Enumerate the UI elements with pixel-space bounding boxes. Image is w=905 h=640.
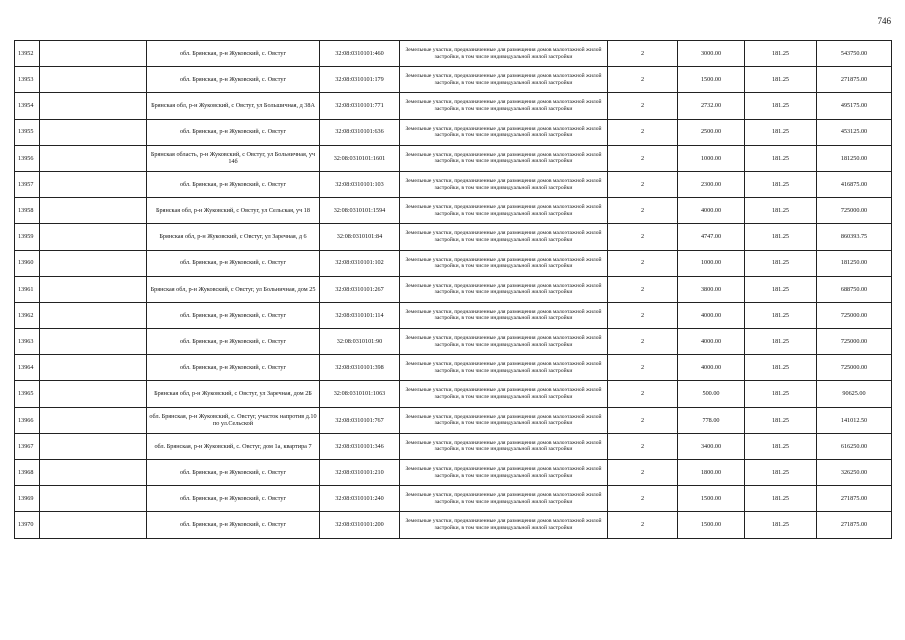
cadastral-value-cell: 543750.00 [817, 41, 892, 67]
cadastral-number-cell: 32:08:0310101:398 [320, 355, 400, 381]
land-use-cell: Земельные участки, предназначенные для размещения домов малоэтажной жилой застройки, в том числе индивидуальной жилой застройки [400, 302, 608, 328]
address-cell: обл. Брянская, р-н Жуковский, с. Овстуг [147, 329, 320, 355]
group-cell: 2 [608, 41, 678, 67]
group-cell: 2 [608, 433, 678, 459]
table-row [15, 302, 892, 328]
rate-cell: 181.25 [745, 355, 817, 381]
land-use-cell: Земельные участки, предназначенные для размещения домов малоэтажной жилой застройки, в том числе индивидуальной жилой застройки [400, 329, 608, 355]
rate-cell: 181.25 [745, 433, 817, 459]
area-cell: 500.00 [678, 381, 745, 407]
group-cell: 2 [608, 224, 678, 250]
address-cell: обл. Брянская, р-н Жуковский, с. Овстуг [147, 302, 320, 328]
cadastral-number-cell: 32:08:0310101:267 [320, 276, 400, 302]
table-row [15, 381, 892, 407]
group-cell: 2 [608, 198, 678, 224]
land-use-cell: Земельные участки, предназначенные для размещения домов малоэтажной жилой застройки, в том числе индивидуальной жилой застройки [400, 512, 608, 538]
address-cell: Брянская обл, р-н Жуковский, с Овстуг, ул Заречная, дом 2Б [147, 381, 320, 407]
address-cell: обл. Брянская, р-н Жуковский, с. Овстуг [147, 512, 320, 538]
address-cell: Брянская обл, р-н Жуковский, с Овстуг, ул Больничная, дом 25 [147, 276, 320, 302]
rate-cell: 181.25 [745, 512, 817, 538]
address-cell: обл. Брянская, р-н Жуковский, с. Овстуг [147, 41, 320, 67]
cadastral-value-cell: 725000.00 [817, 329, 892, 355]
cadastral-number-cell: 32:08:0310101:460 [320, 41, 400, 67]
address-cell: обл. Брянская, р-н Жуковский, с. Овстуг [147, 250, 320, 276]
area-cell: 4747.00 [678, 224, 745, 250]
row-number-cell: 13959 [15, 224, 40, 250]
group-cell: 2 [608, 381, 678, 407]
row-number-cell: 13958 [15, 198, 40, 224]
blank-cell [40, 486, 147, 512]
group-cell: 2 [608, 250, 678, 276]
cadastral-number-cell: 32:08:0310101:1601 [320, 145, 400, 171]
table-body [15, 41, 892, 539]
land-use-cell: Земельные участки, предназначенные для размещения домов малоэтажной жилой застройки, в том числе индивидуальной жилой застройки [400, 171, 608, 197]
group-cell: 2 [608, 171, 678, 197]
blank-cell [40, 250, 147, 276]
area-cell: 778.00 [678, 407, 745, 433]
page-number: 746 [877, 16, 891, 26]
address-cell: обл. Брянская, р-н Жуковский, с. Овстуг [147, 355, 320, 381]
rate-cell: 181.25 [745, 145, 817, 171]
table-row [15, 407, 892, 433]
area-cell: 1000.00 [678, 145, 745, 171]
cadastral-value-cell: 416875.00 [817, 171, 892, 197]
group-cell: 2 [608, 355, 678, 381]
area-cell: 2500.00 [678, 119, 745, 145]
land-use-cell: Земельные участки, предназначенные для размещения домов малоэтажной жилой застройки, в том числе индивидуальной жилой застройки [400, 433, 608, 459]
cadastral-value-cell: 181250.00 [817, 145, 892, 171]
rate-cell: 181.25 [745, 486, 817, 512]
blank-cell [40, 407, 147, 433]
cadastral-number-cell: 32:08:0310101:114 [320, 302, 400, 328]
land-use-cell: Земельные участки, предназначенные для размещения домов малоэтажной жилой застройки, в том числе индивидуальной жилой застройки [400, 407, 608, 433]
cadastral-value-cell: 725000.00 [817, 355, 892, 381]
rate-cell: 181.25 [745, 250, 817, 276]
row-number-cell: 13956 [15, 145, 40, 171]
rate-cell: 181.25 [745, 460, 817, 486]
address-cell: Брянская обл, р-н Жуковский, с Овстуг, ул Заречная, д 6 [147, 224, 320, 250]
address-cell: обл. Брянская, р-н Жуковский, с. Овстуг [147, 486, 320, 512]
area-cell: 1500.00 [678, 486, 745, 512]
cadastral-value-cell: 271875.00 [817, 512, 892, 538]
address-cell: обл. Брянская, р-н Жуковский, с. Овстуг [147, 171, 320, 197]
cadastral-number-cell: 32:08:0310101:240 [320, 486, 400, 512]
area-cell: 4000.00 [678, 329, 745, 355]
row-number-cell: 13955 [15, 119, 40, 145]
group-cell: 2 [608, 460, 678, 486]
address-cell: обл. Брянская, р-н Жуковский, с. Овстуг, дом 1а, квартира 7 [147, 433, 320, 459]
rate-cell: 181.25 [745, 119, 817, 145]
group-cell: 2 [608, 329, 678, 355]
area-cell: 3000.00 [678, 41, 745, 67]
group-cell: 2 [608, 486, 678, 512]
address-cell: обл. Брянская, р-н Жуковский, с. Овстуг [147, 460, 320, 486]
land-use-cell: Земельные участки, предназначенные для размещения домов малоэтажной жилой застройки, в том числе индивидуальной жилой застройки [400, 250, 608, 276]
row-number-cell: 13969 [15, 486, 40, 512]
cadastral-number-cell: 32:08:0310101:1594 [320, 198, 400, 224]
cadastral-number-cell: 32:08:0310101:1063 [320, 381, 400, 407]
rate-cell: 181.25 [745, 381, 817, 407]
rate-cell: 181.25 [745, 171, 817, 197]
land-use-cell: Земельные участки, предназначенные для размещения домов малоэтажной жилой застройки, в том числе индивидуальной жилой застройки [400, 224, 608, 250]
row-number-cell: 13957 [15, 171, 40, 197]
group-cell: 2 [608, 145, 678, 171]
area-cell: 4000.00 [678, 302, 745, 328]
cadastral-number-cell: 32:08:0310101:636 [320, 119, 400, 145]
row-number-cell: 13970 [15, 512, 40, 538]
blank-cell [40, 67, 147, 93]
table-row [15, 486, 892, 512]
area-cell: 4000.00 [678, 355, 745, 381]
row-number-cell: 13968 [15, 460, 40, 486]
cadastral-number-cell: 32:08:0310101:84 [320, 224, 400, 250]
row-number-cell: 13954 [15, 93, 40, 119]
rate-cell: 181.25 [745, 407, 817, 433]
area-cell: 2300.00 [678, 171, 745, 197]
group-cell: 2 [608, 119, 678, 145]
row-number-cell: 13967 [15, 433, 40, 459]
cadastral-value-cell: 141012.50 [817, 407, 892, 433]
table-row [15, 93, 892, 119]
land-use-cell: Земельные участки, предназначенные для размещения домов малоэтажной жилой застройки, в том числе индивидуальной жилой застройки [400, 41, 608, 67]
cadastral-value-cell: 326250.00 [817, 460, 892, 486]
area-cell: 2732.00 [678, 93, 745, 119]
blank-cell [40, 93, 147, 119]
blank-cell [40, 381, 147, 407]
address-cell: обл. Брянская, р-н Жуковский, с. Овстуг [147, 119, 320, 145]
rate-cell: 181.25 [745, 67, 817, 93]
blank-cell [40, 224, 147, 250]
group-cell: 2 [608, 276, 678, 302]
cadastral-number-cell: 32:08:0310101:179 [320, 67, 400, 93]
table-row [15, 276, 892, 302]
area-cell: 3800.00 [678, 276, 745, 302]
group-cell: 2 [608, 302, 678, 328]
blank-cell [40, 302, 147, 328]
land-use-cell: Земельные участки, предназначенные для размещения домов малоэтажной жилой застройки, в том числе индивидуальной жилой застройки [400, 355, 608, 381]
cadastral-value-cell: 453125.00 [817, 119, 892, 145]
area-cell: 1800.00 [678, 460, 745, 486]
land-use-cell: Земельные участки, предназначенные для размещения домов малоэтажной жилой застройки, в том числе индивидуальной жилой застройки [400, 67, 608, 93]
rate-cell: 181.25 [745, 93, 817, 119]
address-cell: обл. Брянская, р-н Жуковский, с. Овстуг [147, 67, 320, 93]
cadastral-number-cell: 32:08:0310101:200 [320, 512, 400, 538]
address-cell: обл. Брянская, р-н Жуковский, с. Овстуг, участок напротив д.10 по ул.Сельской [147, 407, 320, 433]
table-row [15, 512, 892, 538]
table-row [15, 145, 892, 171]
cadastral-value-cell: 860393.75 [817, 224, 892, 250]
cadastral-number-cell: 32:08:0310101:346 [320, 433, 400, 459]
rate-cell: 181.25 [745, 198, 817, 224]
row-number-cell: 13962 [15, 302, 40, 328]
table-row [15, 355, 892, 381]
rate-cell: 181.25 [745, 302, 817, 328]
land-use-cell: Земельные участки, предназначенные для размещения домов малоэтажной жилой застройки, в том числе индивидуальной жилой застройки [400, 381, 608, 407]
table-row [15, 198, 892, 224]
row-number-cell: 13963 [15, 329, 40, 355]
land-use-cell: Земельные участки, предназначенные для размещения домов малоэтажной жилой застройки, в том числе индивидуальной жилой застройки [400, 119, 608, 145]
cadastral-number-cell: 32:08:0310101:771 [320, 93, 400, 119]
blank-cell [40, 119, 147, 145]
group-cell: 2 [608, 93, 678, 119]
cadastral-value-cell: 725000.00 [817, 302, 892, 328]
table-row [15, 250, 892, 276]
table-row [15, 460, 892, 486]
row-number-cell: 13952 [15, 41, 40, 67]
cadastral-value-cell: 616250.00 [817, 433, 892, 459]
group-cell: 2 [608, 67, 678, 93]
row-number-cell: 13965 [15, 381, 40, 407]
cadastral-number-cell: 32:08:0310101:103 [320, 171, 400, 197]
address-cell: Брянская обл, р-н Жуковский, с Овстуг, ул Сельская, уч 18 [147, 198, 320, 224]
table-row [15, 119, 892, 145]
address-cell: Брянская обл, р-н Жуковский, с Овстуг, ул Большичная, д 38А [147, 93, 320, 119]
table-row [15, 433, 892, 459]
land-use-cell: Земельные участки, предназначенные для размещения домов малоэтажной жилой застройки, в том числе индивидуальной жилой застройки [400, 198, 608, 224]
cadastral-value-cell: 90625.00 [817, 381, 892, 407]
row-number-cell: 13966 [15, 407, 40, 433]
blank-cell [40, 329, 147, 355]
registry-table [14, 40, 892, 539]
area-cell: 4000.00 [678, 198, 745, 224]
cadastral-number-cell: 32:08:0310101:767 [320, 407, 400, 433]
cadastral-value-cell: 688750.00 [817, 276, 892, 302]
land-use-cell: Земельные участки, предназначенные для размещения домов малоэтажной жилой застройки, в том числе индивидуальной жилой застройки [400, 486, 608, 512]
cadastral-value-cell: 181250.00 [817, 250, 892, 276]
land-use-cell: Земельные участки, предназначенные для размещения домов малоэтажной жилой застройки, в том числе индивидуальной жилой застройки [400, 145, 608, 171]
blank-cell [40, 355, 147, 381]
cadastral-number-cell: 32:08:0310101:102 [320, 250, 400, 276]
land-use-cell: Земельные участки, предназначенные для размещения домов малоэтажной жилой застройки, в том числе индивидуальной жилой застройки [400, 460, 608, 486]
rate-cell: 181.25 [745, 329, 817, 355]
land-use-cell: Земельные участки, предназначенные для размещения домов малоэтажной жилой застройки, в том числе индивидуальной жилой застройки [400, 93, 608, 119]
blank-cell [40, 460, 147, 486]
row-number-cell: 13953 [15, 67, 40, 93]
area-cell: 1500.00 [678, 512, 745, 538]
table-row [15, 67, 892, 93]
row-number-cell: 13960 [15, 250, 40, 276]
table-row [15, 171, 892, 197]
blank-cell [40, 512, 147, 538]
row-number-cell: 13964 [15, 355, 40, 381]
blank-cell [40, 145, 147, 171]
area-cell: 3400.00 [678, 433, 745, 459]
group-cell: 2 [608, 407, 678, 433]
cadastral-value-cell: 271875.00 [817, 486, 892, 512]
cadastral-value-cell: 271875.00 [817, 67, 892, 93]
table-row [15, 224, 892, 250]
table-row [15, 41, 892, 67]
blank-cell [40, 171, 147, 197]
blank-cell [40, 198, 147, 224]
cadastral-number-cell: 32:08:0310101:210 [320, 460, 400, 486]
blank-cell [40, 433, 147, 459]
area-cell: 1500.00 [678, 67, 745, 93]
blank-cell [40, 276, 147, 302]
area-cell: 1000.00 [678, 250, 745, 276]
row-number-cell: 13961 [15, 276, 40, 302]
table-row [15, 329, 892, 355]
blank-cell [40, 41, 147, 67]
group-cell: 2 [608, 512, 678, 538]
land-use-cell: Земельные участки, предназначенные для размещения домов малоэтажной жилой застройки, в том числе индивидуальной жилой застройки [400, 276, 608, 302]
address-cell: Брянская область, р-н Жуковский, с Овстуг, ул Больничная, уч 14б [147, 145, 320, 171]
cadastral-value-cell: 495175.00 [817, 93, 892, 119]
rate-cell: 181.25 [745, 41, 817, 67]
rate-cell: 181.25 [745, 276, 817, 302]
cadastral-value-cell: 725000.00 [817, 198, 892, 224]
rate-cell: 181.25 [745, 224, 817, 250]
cadastral-number-cell: 32:08:0310101:90 [320, 329, 400, 355]
